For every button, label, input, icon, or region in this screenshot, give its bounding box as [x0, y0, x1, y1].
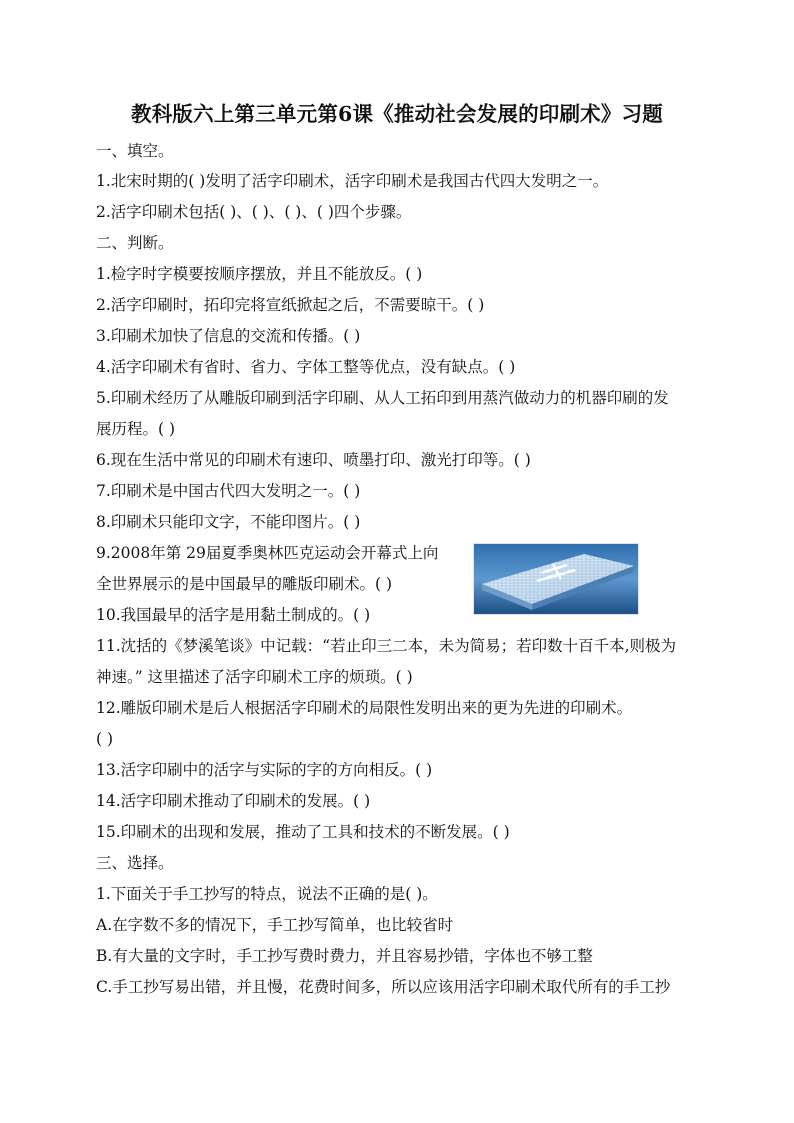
judge-item: 15.印刷术的出现和发展，推动了工具和技术的不断发展。( )	[96, 823, 510, 841]
choice-option-b: B.有大量的文字时，手工抄写费时费力，并且容易抄错，字体也不够工整	[96, 947, 593, 965]
fill-item: 2.活字印刷术包括( )、( )、( )、( )四个步骤。	[96, 203, 412, 221]
movable-type-photo	[473, 543, 639, 615]
choice-option-a: A.在字数不多的情况下，手工抄写简单，也比较省时	[96, 916, 454, 934]
judge-item-continued: ( )	[96, 730, 114, 748]
fill-item: 1.北宋时期的( )发明了活字印刷术，活字印刷术是我国古代四大发明之一。	[96, 172, 609, 190]
judge-item: 5.印刷术经历了从雕版印刷到活字印刷、从人工拓印到用蒸汽做动力的机器印刷的发	[96, 389, 669, 407]
judge-item: 13.活字印刷中的活字与实际的字的方向相反。( )	[96, 761, 433, 779]
judge-item: 4.活字印刷术有省时、省力、字体工整等优点，没有缺点。( )	[96, 358, 516, 376]
judge-item: 6.现在生活中常见的印刷术有速印、喷墨打印、激光打印等。( )	[96, 451, 531, 469]
movable-type-block-illustration	[474, 544, 638, 614]
judge-item-continued: 神速。” 这里描述了活字印刷术工序的烦琐。( )	[96, 668, 413, 686]
judge-item: 1.检字时字模要按顺序摆放，并且不能放反。( )	[96, 265, 423, 283]
judge-item: 11.沈括的《梦溪笔谈》中记载：“若止印三二本，未为简易；若印数十百千本,则极为	[96, 637, 677, 655]
judge-item: 7.印刷术是中国古代四大发明之一。( )	[96, 482, 361, 500]
judge-item: 9.2008年第 29届夏季奥林匹克运动会开幕式上向	[96, 544, 439, 562]
judge-item: 3.印刷术加快了信息的交流和传播。( )	[96, 327, 361, 345]
section-heading-fill: 一、填空。	[96, 142, 174, 160]
section-heading-judge: 二、判断。	[96, 234, 174, 252]
page-title: 教科版六上第三单元第6课《推动社会发展的印刷术》习题	[131, 102, 663, 126]
judge-item-continued: 全世界展示的是中国最早的雕版印刷术。( )	[96, 575, 393, 593]
judge-item: 8.印刷术只能印文字，不能印图片。( )	[96, 513, 361, 531]
judge-item: 12.雕版印刷术是后人根据活字印刷术的局限性发明出来的更为先进的印刷术。	[96, 699, 633, 717]
judge-item-continued: 展历程。( )	[96, 420, 176, 438]
section-heading-choice: 三、选择。	[96, 854, 174, 872]
judge-item: 2.活字印刷时，拓印完将宣纸掀起之后，不需要晾干。( )	[96, 296, 485, 314]
judge-item: 10.我国最早的活字是用黏土制成的。( )	[96, 606, 371, 624]
judge-item: 14.活字印刷术推动了印刷术的发展。( )	[96, 792, 371, 810]
choice-option-c: C.手工抄写易出错，并且慢，花费时间多，所以应该用活字印刷术取代所有的手工抄	[96, 978, 671, 996]
choice-question: 1.下面关于手工抄写的特点，说法不正确的是( )。	[96, 885, 438, 903]
